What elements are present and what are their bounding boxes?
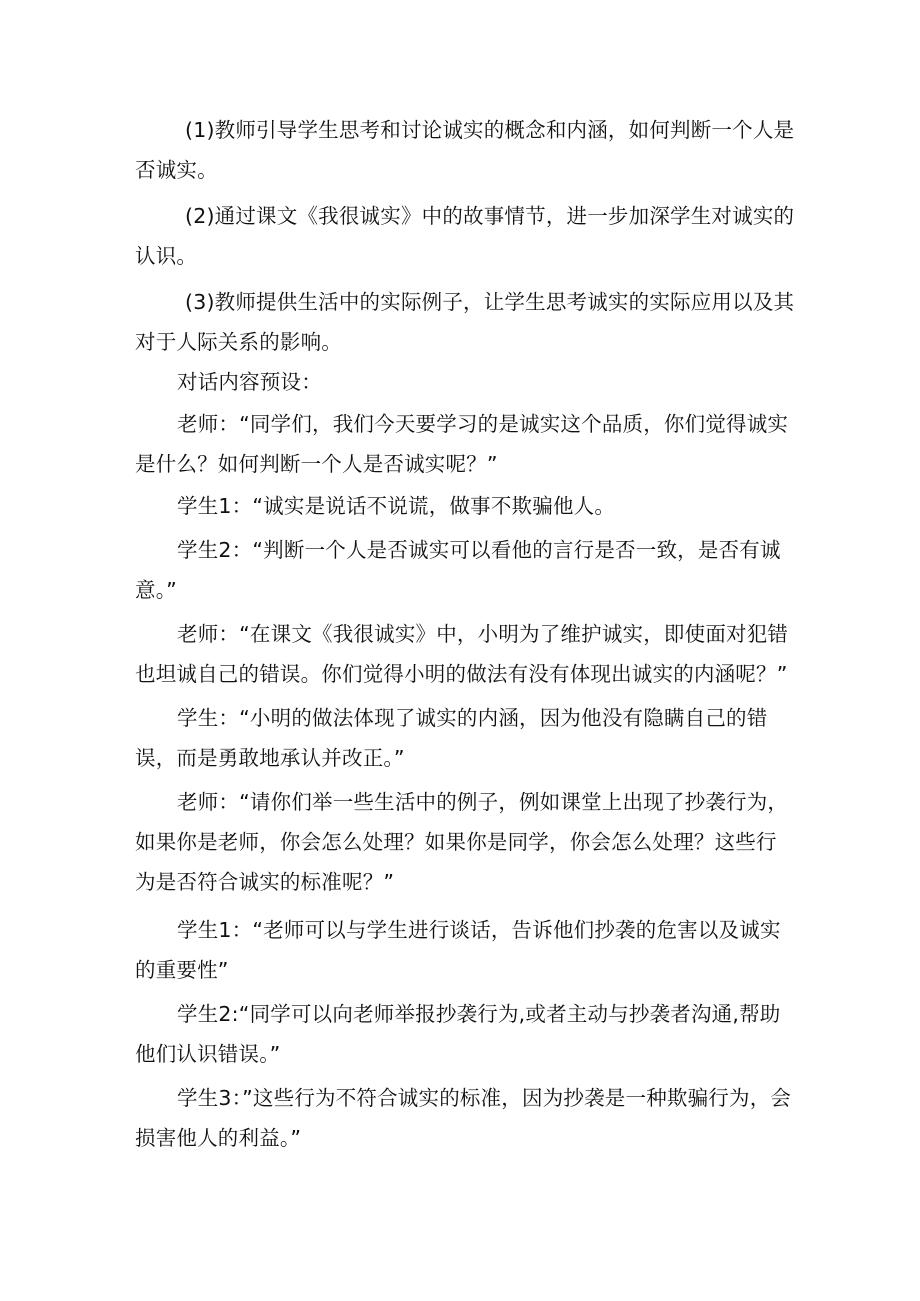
paragraph-student-1: 学生：“小明的做法体现了诚实的内涵，因为他没有隐瞒自己的错误，而是勇敢地承认并改正。” <box>135 706 768 770</box>
paragraph-teacher-3: 老师：“请你们举一些生活中的例子，例如课堂上出现了抄袭行为，如果你是老师，你会怎么处理？如果你是同学，你会怎么处理？这些行为是否符合诚实的标准呢？” <box>135 790 789 894</box>
paragraph-teacher-2: 老师：“在课文《我很诚实》中，小明为了维护诚实，即使面对犯错也坦诚自己的错误。你们觉得小明的做法有没有体现出诚实的内涵呢？” <box>135 622 789 686</box>
paragraph-student3-1: 学生3：”这些行为不符合诚实的标准，因为抄袭是一种欺骗行为，会损害他人的利益。” <box>135 1086 792 1150</box>
paragraph-student2-1: 学生2：“判断一个人是否诚实可以看他的言行是否一致，是否有诚意。” <box>135 538 781 602</box>
paragraph-student2-2: 学生2:“同学可以向老师举报抄袭行为,或者主动与抄袭者沟通,帮助他们认识错误。” <box>135 1002 781 1066</box>
paragraph-2: (2)通过课文《我很诚实》中的故事情节，进一步加深学生对诚实的认识。 <box>135 204 795 268</box>
paragraph-student1-2: 学生1：“老师可以与学生进行谈话，告诉他们抄袭的危害以及诚实的重要性” <box>135 918 781 982</box>
paragraph-1: (1)教师引导学生思考和讨论诚实的概念和内涵，如何判断一个人是否诚实。 <box>135 118 795 182</box>
paragraph-dialogue-heading: 对话内容预设： <box>177 370 322 394</box>
paragraph-teacher-1: 老师：“同学们，我们今天要学习的是诚实这个品质，你们觉得诚实是什么？如何判断一个人是否诚实呢？” <box>135 412 789 476</box>
paragraph-3: (3)教师提供生活中的实际例子，让学生思考诚实的实际应用以及其对于人际关系的影响。 <box>135 290 795 354</box>
paragraph-student1-1: 学生1：“诚实是说话不说谎，做事不欺骗他人。 <box>177 494 616 518</box>
